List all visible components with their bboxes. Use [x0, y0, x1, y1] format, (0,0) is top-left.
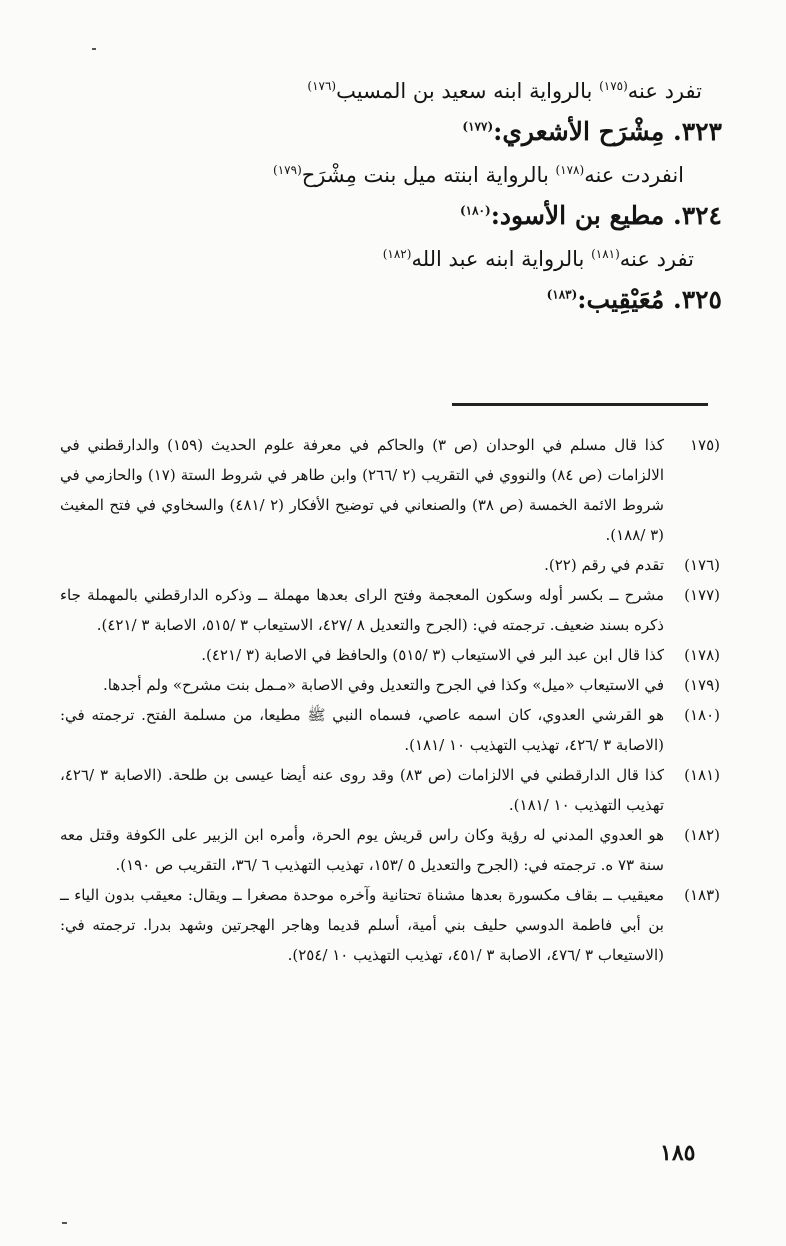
- narration-line-2: انفردت عنه$^{(١٧٨)}$ بالرواية ابنته ميل بنت مِشْرَح$^{(١٧٩)}$: [273, 163, 684, 187]
- footnote-text: معيقيب ــ بقاف مكسورة بعدها مشناة تحتانية وآخره موحدة مصغرا ــ ويقال: معيقب بدون الياء ــ بن أبي فاطمة الدوسي حليف بني أمية، أسلم قديما وهاجر الهجرتين وشهد بدرا. ترجمته في: (الاستيعاب ٣ /٤٧٦، الاصابة ٣ /٤٥١، تهذيب التهذيب ١٠ /٢٥٤).: [60, 886, 664, 964]
- entry-324: ٣٢٤. مطيع بن الأسود:$^{(١٨٠)}$: [459, 201, 722, 230]
- page-number: ١٨٥: [660, 1140, 696, 1166]
- scan-speck: [62, 1222, 67, 1224]
- footnote-text: كذا قال ابن عبد البر في الاستيعاب (٣ /٥١٥) والحافظ في الاصابة (٣ /٤٢١).: [201, 646, 664, 664]
- footnote-180: [60, 700, 720, 760]
- footnote-separator: [452, 403, 708, 406]
- footnote-175: [60, 430, 720, 550]
- footnote-182: [60, 820, 720, 880]
- footnote-178: [60, 640, 720, 670]
- footnote-number: (١٨٣): [684, 886, 720, 904]
- footnote-183: [60, 880, 720, 970]
- footnote-number: (١٧٨): [684, 646, 720, 664]
- narration-line-1: تفرد عنه$^{(١٧٥)}$ بالرواية ابنه سعيد بن المسيب$^{(١٧٦)}$: [307, 79, 702, 103]
- entry-325: ٣٢٥. مُعَيْقِيب:$^{(١٨٣)}$: [546, 285, 722, 314]
- footnote-text: هو العدوي المدني له رؤية وكان راس قريش يوم الحرة، وأمره ابن الزبير على الكوفة وقتل معه سنة ٧٣ ه. ترجمته في: (الجرح والتعديل ٥ /١٥٣، تهذيب التهذيب ٦ /٣٦، التقريب ص ١٩٠).: [60, 826, 664, 874]
- footnote-number: (١٨١): [684, 766, 720, 784]
- entry-323: ٣٢٣. مِشْرَح الأشعري:$^{(١٧٧)}$: [462, 117, 722, 146]
- footnotes-section: [60, 430, 720, 970]
- footnote-number: (١٧٦): [684, 556, 720, 574]
- main-text: [62, 76, 722, 320]
- scan-speck: [92, 48, 96, 50]
- narration-line-3: تفرد عنه$^{(١٨١)}$ بالرواية ابنه عبد الله$^{(١٨٢)}$: [382, 247, 694, 271]
- footnote-179: [60, 670, 720, 700]
- footnote-177: [60, 580, 720, 640]
- footnote-number: (١٧٩): [684, 676, 720, 694]
- footnote-number: (١٧٧): [684, 586, 720, 604]
- footnote-text: كذا قال مسلم في الوحدان (ص ٣) والحاكم في معرفة علوم الحديث (١٥٩) والدارقطني في الالزامات (ص ٨٤) والنووي في التقريب (٢ /٢٦٦) وابن طاهر في شروط الستة (١٧) والحازمي في شروط الائمة الخمسة (ص ٣٨) والصنعاني في توضيح الأفكار (٢ /٤٨١) والسخاوي في فتح المغيث (٣ /١٨٨).: [60, 436, 664, 544]
- footnote-176: [60, 550, 720, 580]
- footnote-number: (١٨٢): [684, 826, 720, 844]
- footnote-number: (١٧٥: [689, 436, 720, 454]
- footnote-text: في الاستيعاب «ميل» وكذا في الجرح والتعديل وفي الاصابة «مـمل بنت مشرح» ولم أجدها.: [103, 676, 664, 694]
- footnote-text: تقدم في رقم (٢٢).: [544, 556, 664, 574]
- footnote-text: كذا قال الدارقطني في الالزامات (ص ٨٣) وقد روى عنه أيضا عيسى بن طلحة. (الاصابة ٣ /٤٢٦، تهذيب التهذيب ١٠ /١٨١).: [60, 766, 665, 814]
- footnote-181: [60, 760, 720, 820]
- footnote-text: هو القرشي العدوي، كان اسمه عاصي، فسماه النبي ﷺ مطيعا، من مسلمة الفتح. ترجمته في: (الاصابة ٣ /٤٢٦، تهذيب التهذيب ١٠ /١٨١).: [60, 706, 664, 754]
- footnote-text: مشرح ــ بكسر أوله وسكون المعجمة وفتح الراى بعدها مهملة ــ وذكره الدارقطني بالمهملة جاء ذكره بسند ضعيف. ترجمته في: (الجرح والتعديل ٨ /٤٢٧، الاستيعاب ٣ /٥١٥، الاصابة ٣ /٤٢١).: [60, 586, 664, 634]
- footnote-number: (١٨٠): [684, 706, 720, 724]
